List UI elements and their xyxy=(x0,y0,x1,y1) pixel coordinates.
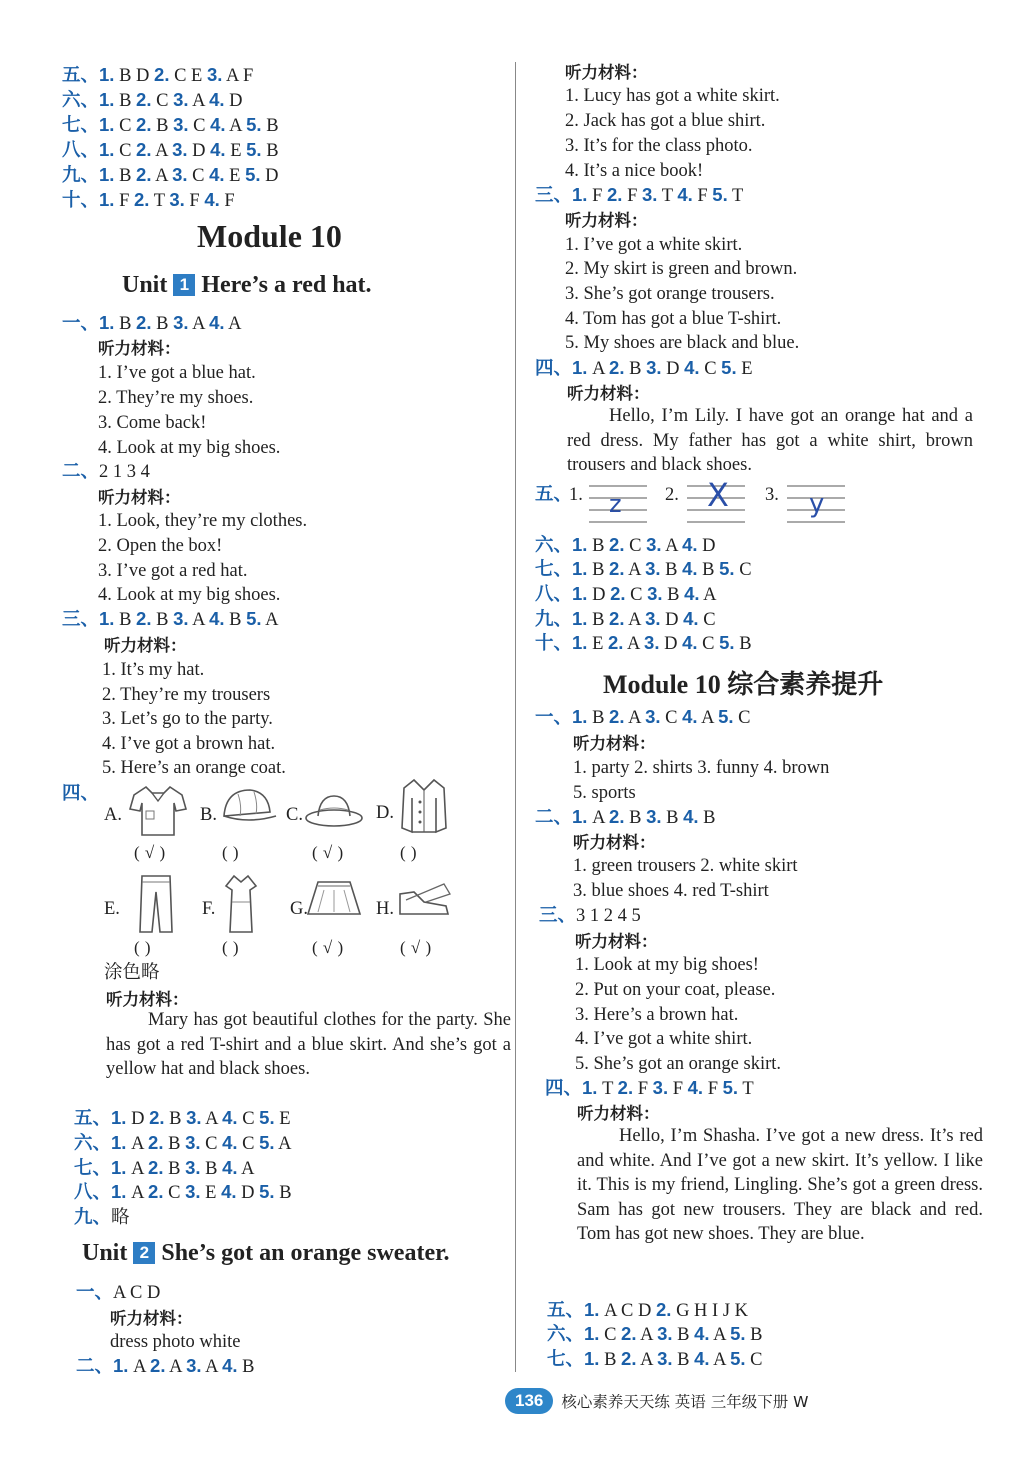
page-footer xyxy=(505,1388,808,1414)
item-number: 3. xyxy=(647,583,663,604)
picture-letter: D. xyxy=(376,803,394,823)
item-number: 2. xyxy=(621,1323,637,1344)
section-marker: 五、 xyxy=(535,484,573,505)
item-number: 3. xyxy=(169,189,185,210)
section-marker: 六、 xyxy=(62,90,100,111)
skirt-picture xyxy=(306,876,362,920)
answer-line: 二、1. A 2. A 3. A 4. B xyxy=(76,1355,255,1377)
item-number: 3. xyxy=(185,1132,201,1153)
answer-line: 十、1. E 2. A 3. D 4. C 5. B xyxy=(535,632,752,654)
item-number: 2. xyxy=(136,89,152,110)
listening-label: 听力材料： xyxy=(98,488,181,507)
item-number: 5. xyxy=(722,1077,739,1098)
item-number: 5. xyxy=(245,164,261,185)
unit1-prefix: Unit xyxy=(122,272,168,298)
item-number: 4. xyxy=(209,89,225,110)
listening-label: 听力材料： xyxy=(110,1309,193,1328)
listening-line: 4. I’ve got a brown hat. xyxy=(102,734,276,754)
listening-line: 2. Open the box! xyxy=(98,536,223,556)
dress-picture xyxy=(218,872,264,934)
listening-label: 听力材料： xyxy=(573,734,656,753)
listening-label: 听力材料： xyxy=(98,339,181,358)
answer-line: 五、1. A C D 2. G H I J K xyxy=(547,1299,749,1321)
section-marker: 五、 xyxy=(74,1108,112,1129)
listening-line: 1. Lucy has got a white skirt. xyxy=(565,86,780,106)
item-number: 3. xyxy=(646,534,662,555)
item-number: 1. xyxy=(582,1077,598,1098)
item-number: 3. xyxy=(186,1355,202,1376)
item-number: 3. xyxy=(172,139,188,160)
item-number: 2. xyxy=(609,608,625,629)
section-marker: 八、 xyxy=(74,1182,112,1203)
answer-line xyxy=(62,783,99,805)
item-number: 3. xyxy=(644,632,660,653)
shoes-picture xyxy=(396,880,452,920)
item-number: 5. xyxy=(730,1348,746,1369)
item-number: 4. xyxy=(683,806,699,827)
item-number: 3. xyxy=(641,184,658,205)
listening-line: 3. I’ve got a red hat. xyxy=(98,561,248,581)
listening-label: 听力材料： xyxy=(567,384,650,403)
item-number: 2. xyxy=(136,164,152,185)
item-number: 1. xyxy=(111,1157,127,1178)
handwritten-letter: X xyxy=(707,476,729,514)
picture-letter: H. xyxy=(376,899,394,919)
item-number: 1. xyxy=(572,357,588,378)
listening-line: 1. green trousers 2. white skirt xyxy=(573,856,798,876)
item-number: 1. xyxy=(572,583,588,604)
item-number: 4. xyxy=(221,1181,237,1202)
item-number: 2. xyxy=(148,1181,164,1202)
answer-line: 七、1. B 2. A 3. B 4. B 5. C xyxy=(535,558,752,580)
check-mark: ( ) xyxy=(400,843,418,862)
unit2-title: She’s got an orange sweater. xyxy=(161,1240,450,1266)
listening-line: 4. Look at my big shoes. xyxy=(98,438,281,458)
answer-line: 二、1. A 2. B 3. B 4. B xyxy=(535,806,716,828)
answer-line: 五、1. D 2. B 3. A 4. C 5. E xyxy=(74,1107,291,1129)
item-number: 1. xyxy=(99,164,115,185)
answer-line: 六、1. C 2. A 3. B 4. A 5. B xyxy=(547,1323,763,1345)
cap-picture xyxy=(218,786,278,830)
sun-hat-picture xyxy=(304,790,364,830)
listening-line: 2. They’re my shoes. xyxy=(98,388,254,408)
item-number: 3. xyxy=(657,1348,673,1369)
item-number: 1. xyxy=(584,1348,600,1369)
item-number: 3. xyxy=(645,706,661,727)
answer-line: 八、1. D 2. C 3. B 4. A xyxy=(535,583,717,605)
section-marker: 一、 xyxy=(62,313,100,334)
item-number: 2. xyxy=(154,64,170,85)
item-number: 3. xyxy=(172,164,188,185)
answer-line: 一、1. B 2. A 3. C 4. A 5. C xyxy=(535,706,751,728)
item-number: 3. xyxy=(173,608,189,629)
answer-line: 三、1. F 2. F 3. T 4. F 5. T xyxy=(535,184,744,206)
item-number: 1. xyxy=(113,1355,129,1376)
item-number: 4. xyxy=(210,114,226,135)
check-mark: ( √ ) xyxy=(312,843,344,862)
item-number: 1. xyxy=(99,312,115,333)
section-marker: 三、 xyxy=(62,609,100,630)
item-number: 3. xyxy=(173,312,189,333)
check-mark: ( ) xyxy=(222,938,240,957)
unit2-prefix: Unit xyxy=(82,1240,128,1266)
item-number: 1. xyxy=(584,1299,600,1320)
item-number: 4. xyxy=(209,312,225,333)
item-number: 4. xyxy=(209,608,225,629)
section-marker: 七、 xyxy=(547,1349,585,1370)
picture-letter: F. xyxy=(202,899,216,919)
answer-line: 七、1. C 2. B 3. C 4. A 5. B xyxy=(62,114,279,136)
answer-line: 一、A C D xyxy=(76,1282,161,1303)
section-marker: 五、 xyxy=(62,65,100,86)
item-number: 2. xyxy=(617,1077,634,1098)
handwritten-letter: y xyxy=(809,489,825,519)
item-number: 2. xyxy=(136,114,152,135)
item-number: 2. xyxy=(609,706,625,727)
comprehensive-title: Module 10 综合素养提升 xyxy=(603,670,884,699)
item-number: 5. xyxy=(259,1181,275,1202)
answer-line: 九、1. B 2. A 3. C 4. E 5. D xyxy=(62,164,279,186)
item-number: 1. xyxy=(99,608,115,629)
item-number: 3. xyxy=(657,1323,673,1344)
section-marker: 四、 xyxy=(535,358,573,379)
answer-line: 七、1. A 2. B 3. B 4. A xyxy=(74,1157,255,1179)
listening-line: dress photo white xyxy=(110,1332,241,1352)
section-marker: 七、 xyxy=(62,115,100,136)
section-marker: 十、 xyxy=(62,190,100,211)
answer-line: 五、1. B D 2. C E 3. A F xyxy=(62,64,254,86)
item-number: 1. xyxy=(584,1323,600,1344)
item-number: 3. xyxy=(206,64,223,85)
section-marker: 二、 xyxy=(62,461,100,482)
item-number: 3. xyxy=(186,1107,202,1128)
item-number: 1. xyxy=(111,1132,127,1153)
item-number: 1. xyxy=(572,806,588,827)
section-marker: 一、 xyxy=(76,1282,114,1303)
listening-line: 3. She’s got orange trousers. xyxy=(565,284,775,304)
listening-line: 1. Look at my big shoes! xyxy=(575,955,759,975)
listening-line: 3. Here’s a brown hat. xyxy=(575,1005,739,1025)
section-marker: 五、 xyxy=(547,1300,585,1321)
picture-letter: E. xyxy=(104,899,120,919)
item-number: 3. xyxy=(173,114,189,135)
unit2-heading xyxy=(82,1240,450,1267)
item-number: 1. xyxy=(572,534,588,555)
listening-line: 1. party 2. shirts 3. funny 4. brown xyxy=(573,758,830,778)
item-number: 1. xyxy=(572,608,588,629)
picture-letter: G. xyxy=(290,899,308,919)
answer-line: 八、1. C 2. A 3. D 4. E 5. B xyxy=(62,139,279,161)
answer-line: 九、略 xyxy=(74,1207,130,1228)
answer-line: 一、1. B 2. B 3. A 4. A xyxy=(62,312,242,334)
unit2-number-badge: 2 xyxy=(133,1242,155,1264)
listening-line: 1. Look, they’re my clothes. xyxy=(98,511,308,531)
picture-letter: B. xyxy=(200,805,217,825)
item-number: 5. xyxy=(721,357,737,378)
item-number: 1. xyxy=(569,485,583,505)
item-number: 3. xyxy=(646,806,662,827)
unit1-title: Here’s a red hat. xyxy=(201,272,372,298)
listening-paragraph xyxy=(106,1008,511,1082)
item-number: 1. xyxy=(572,184,588,205)
answer-line: 四、1. A 2. B 3. D 4. C 5. E xyxy=(535,357,753,379)
item-number: 2. xyxy=(148,1157,164,1178)
answer-line: 三、3 1 2 4 5 xyxy=(539,905,641,926)
item-number: 5. xyxy=(259,1107,275,1128)
item-number: 2. xyxy=(665,485,679,505)
column-divider xyxy=(515,62,516,1372)
listening-line: 4. I’ve got a white shirt. xyxy=(575,1029,753,1049)
paragraph-text: Hello, I’m Shasha. I’ve got a new dress. It’s red and white. And I’ve got a new skirt. It’s yellow. I like it. This is my friend, Lingling. She’s got a green dress. Sam has got new trousers. They are black and red. Tom has got new shoes. They are blue. xyxy=(577,1126,983,1244)
item-number: 2. xyxy=(148,1132,164,1153)
section-marker: 七、 xyxy=(535,559,573,580)
listening-line: 2. Jack has got a blue shirt. xyxy=(565,111,766,131)
item-number: 3. xyxy=(765,485,779,505)
answer-line: 三、1. B 2. B 3. A 4. B 5. A xyxy=(62,608,279,630)
section-marker: 六、 xyxy=(535,535,573,556)
section-marker: 九、 xyxy=(74,1207,112,1228)
answer-line: 十、1. F 2. T 3. F 4. F xyxy=(62,189,235,211)
item-number: 1. xyxy=(111,1107,127,1128)
section-marker: 四、 xyxy=(62,783,100,804)
section-marker: 一、 xyxy=(535,707,573,728)
item-number: 4. xyxy=(210,139,226,160)
section-marker: 二、 xyxy=(535,807,573,828)
item-number: 4. xyxy=(204,189,220,210)
section-marker: 十、 xyxy=(535,633,573,654)
listening-line: 5. sports xyxy=(573,783,636,803)
listening-line: 5. My shoes are black and blue. xyxy=(565,333,800,353)
answer-line: 七、1. B 2. A 3. B 4. A 5. C xyxy=(547,1348,763,1370)
answer-line: 六、1. A 2. B 3. C 4. C 5. A xyxy=(74,1132,292,1154)
item-number: 4. xyxy=(682,706,698,727)
section-marker: 九、 xyxy=(535,609,573,630)
item-number: 4. xyxy=(222,1355,238,1376)
module-title: Module 10 xyxy=(197,218,342,254)
section-marker: 四、 xyxy=(545,1078,583,1099)
item-number: 2. xyxy=(609,558,625,579)
listening-paragraph xyxy=(577,1124,983,1247)
item-number: 4. xyxy=(209,164,225,185)
shirt-picture xyxy=(128,783,188,839)
check-mark: ( ) xyxy=(222,843,240,862)
paragraph-text: Hello, I’m Lily. I have got an orange hat and a red dress. My father has got a white shirt, brown trousers and black shoes. xyxy=(567,406,973,475)
item-number: 5. xyxy=(246,139,262,160)
item-number: 5. xyxy=(730,1323,746,1344)
answer-line: 四、1. T 2. F 3. F 4. F 5. T xyxy=(545,1077,754,1099)
listening-line: 3. Let’s go to the party. xyxy=(102,709,273,729)
item-number: 4. xyxy=(682,632,698,653)
item-number: 2. xyxy=(608,632,624,653)
coat-picture xyxy=(398,776,450,836)
section-marker: 七、 xyxy=(74,1158,112,1179)
listening-label: 听力材料： xyxy=(104,636,187,655)
section-marker: 三、 xyxy=(535,185,573,206)
page-number: 136 xyxy=(505,1388,553,1414)
item-number: 4. xyxy=(682,534,698,555)
item-number: 5. xyxy=(246,114,262,135)
color-note: 涂色略 xyxy=(104,962,160,983)
check-mark: ( √ ) xyxy=(400,938,432,957)
item-number: 4. xyxy=(684,357,700,378)
item-number: 1. xyxy=(572,558,588,579)
picture-letter: A. xyxy=(104,805,122,825)
listening-label: 听力材料： xyxy=(577,1104,660,1123)
item-number: 4. xyxy=(683,608,699,629)
item-number: 4. xyxy=(694,1348,710,1369)
item-number: 2. xyxy=(149,1107,165,1128)
trousers-picture xyxy=(136,872,176,934)
item-number: 3. xyxy=(185,1157,201,1178)
listening-line: 1. It’s my hat. xyxy=(102,660,205,680)
answer-line: 八、1. A 2. C 3. E 4. D 5. B xyxy=(74,1181,292,1203)
listening-paragraph xyxy=(567,404,973,478)
item-number: 1. xyxy=(99,89,115,110)
item-number: 4. xyxy=(687,1077,704,1098)
section-marker: 六、 xyxy=(547,1324,585,1345)
answer-line: 二、2 1 3 4 xyxy=(62,461,150,482)
item-number: 1. xyxy=(572,706,588,727)
item-number: 2. xyxy=(134,189,150,210)
listening-line: 2. Put on your coat, please. xyxy=(575,980,776,1000)
item-number: 4. xyxy=(222,1132,238,1153)
item-number: 5. xyxy=(718,706,734,727)
listening-line: 2. My skirt is green and brown. xyxy=(565,259,798,279)
section-marker: 八、 xyxy=(62,140,100,161)
listening-line: 1. I’ve got a white skirt. xyxy=(565,235,743,255)
check-mark: ( √ ) xyxy=(312,938,344,957)
listening-line: 5. Here’s an orange coat. xyxy=(102,758,286,778)
check-mark: ( ) xyxy=(134,938,152,957)
item-number: 4. xyxy=(682,558,698,579)
listening-label: 听力材料： xyxy=(575,932,658,951)
section-marker: 三、 xyxy=(539,905,577,926)
item-number: 3. xyxy=(645,558,661,579)
section-marker: 九、 xyxy=(62,165,100,186)
unit1-heading xyxy=(122,272,372,299)
item-number: 5. xyxy=(259,1132,275,1153)
item-number: 2. xyxy=(609,534,625,555)
handwritten-letter: z xyxy=(609,490,622,518)
item-number: 4. xyxy=(694,1323,710,1344)
answer-line xyxy=(535,484,572,506)
listening-label: 听力材料： xyxy=(565,211,648,230)
check-mark: ( √ ) xyxy=(134,843,166,862)
item-number: 4. xyxy=(677,184,693,205)
listening-line: 3. It’s for the class photo. xyxy=(565,136,753,156)
section-marker: 二、 xyxy=(76,1356,114,1377)
listening-line: 4. Tom has got a blue T-shirt. xyxy=(565,309,782,329)
listening-line: 5. She’s got an orange skirt. xyxy=(575,1054,782,1074)
item-number: 3. xyxy=(645,608,661,629)
item-number: 2. xyxy=(609,357,625,378)
listening-label: 听力材料： xyxy=(106,990,189,1009)
answer-line: 九、1. B 2. A 3. D 4. C xyxy=(535,608,716,630)
listening-line: 4. Look at my big shoes. xyxy=(98,585,281,605)
item-number: 5. xyxy=(246,608,262,629)
item-number: 1. xyxy=(99,189,115,210)
item-number: 2. xyxy=(621,1348,637,1369)
item-number: 3. xyxy=(173,89,189,110)
item-number: 5. xyxy=(719,632,735,653)
item-number: 4. xyxy=(684,583,700,604)
item-number: 1. xyxy=(572,632,588,653)
listening-line: 4. It’s a nice book! xyxy=(565,161,704,181)
item-number: 4. xyxy=(222,1157,238,1178)
item-number: 3. xyxy=(185,1181,201,1202)
section-marker: 八、 xyxy=(535,584,573,605)
item-number: 1. xyxy=(99,139,115,160)
item-number: 2. xyxy=(607,184,623,205)
paragraph-text: Mary has got beautiful clothes for the party. She has got a red T-shirt and a blue skirt. And she’s got a yellow hat and black shoes. xyxy=(106,1010,511,1079)
item-number: 3. xyxy=(646,357,662,378)
unit1-number-badge: 1 xyxy=(173,274,195,296)
item-number: 2. xyxy=(609,806,625,827)
listening-label: 听力材料： xyxy=(565,63,648,82)
item-number: 2. xyxy=(150,1355,166,1376)
item-number: 1. xyxy=(99,114,115,135)
item-number: 2. xyxy=(610,583,626,604)
item-number: 5. xyxy=(719,558,735,579)
listening-line: 2. They’re my trousers xyxy=(102,685,271,705)
item-number: 2. xyxy=(136,139,152,160)
listening-line: 3. blue shoes 4. red T-shirt xyxy=(573,881,769,901)
item-number: 2. xyxy=(136,312,152,333)
item-number: 4. xyxy=(222,1107,238,1128)
book-title: 核心素养天天练 英语 三年级下册 W xyxy=(561,1393,809,1411)
item-number: 2. xyxy=(136,608,152,629)
listening-line: 1. I’ve got a blue hat. xyxy=(98,363,256,383)
item-number: 2. xyxy=(656,1299,672,1320)
item-number: 3. xyxy=(652,1077,669,1098)
listening-label: 听力材料： xyxy=(573,833,656,852)
listening-line: 3. Come back! xyxy=(98,413,207,433)
item-number: 5. xyxy=(712,184,728,205)
picture-letter: C. xyxy=(286,805,303,825)
answer-line: 六、1. B 2. C 3. A 4. D xyxy=(62,89,243,111)
item-number: 1. xyxy=(99,64,115,85)
section-marker: 六、 xyxy=(74,1133,112,1154)
item-number: 1. xyxy=(111,1181,127,1202)
answer-line: 六、1. B 2. C 3. A 4. D xyxy=(535,534,716,556)
